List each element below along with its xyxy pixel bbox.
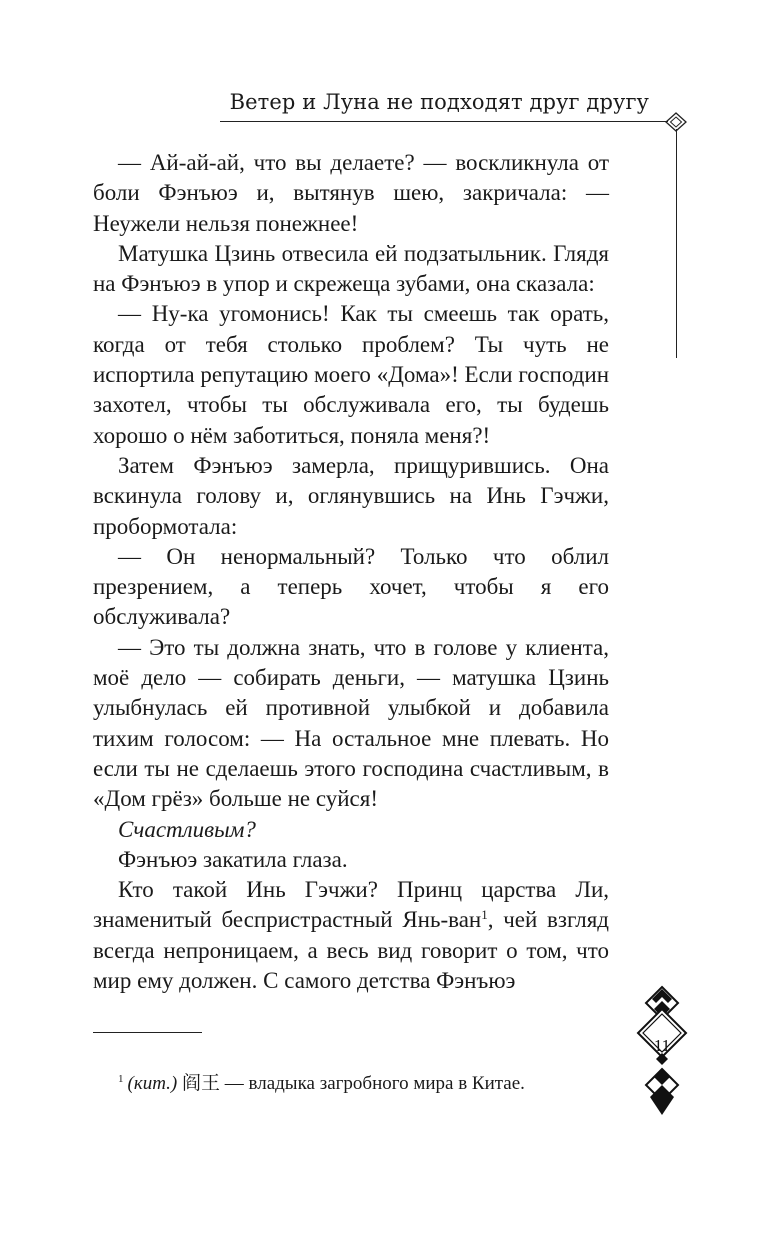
footnote-reference[interactable]: 1	[481, 907, 488, 923]
footnote-mark: 1	[118, 1073, 124, 1085]
paragraph: — Он ненормальный? Только что облил презрением, а теперь хочет, чтобы я его обслуживала?	[93, 543, 609, 630]
side-rule	[676, 129, 677, 358]
body-text	[93, 148, 609, 996]
footnote-language: (кит.)	[127, 1073, 178, 1094]
paragraph-text: , чей взгляд всегда непроницаем, а весь вид говорит о том, что мир ему должен. С самого детства Фэнъюэ	[93, 907, 609, 994]
footnote-rule	[93, 1032, 202, 1033]
paragraph-text: Кто такой Инь Гэчжи? Принц царства Ли, знаменитый беспристрастный Янь-ван	[93, 877, 609, 933]
footnote-text: 阎王 — владыка загробного мира в Китае.	[177, 1073, 525, 1094]
paragraph: Фэнъюэ закатила глаза.	[118, 846, 348, 872]
paragraph: — Ай-ай-ай, что вы делаете? — воскликнула от боли Фэнъюэ и, вытянув шею, закричала: — Неужели нельзя понежнее!	[93, 150, 609, 236]
paragraph-last	[93, 875, 609, 996]
paragraph: — Ну-ка угомонись! Как ты смеешь так орать, когда от тебя столько проблем? Ты чуть не испортила репутацию моего «Дома»! Если господин захотел, чтобы ты обслуживала его, ты будешь хорошо о нём заботиться, поняла меня?!	[93, 301, 609, 448]
header-rule	[220, 121, 668, 122]
paragraph: Матушка Цзинь отвесила ей подзатыльник. Глядя на Фэнъюэ в упор и скрежеща зубами, она сказала:	[93, 240, 609, 297]
paragraph: Затем Фэнъюэ замерла, прищурившись. Она вскинула голову и, оглянувшись на Инь Гэчжи, пробормотала:	[93, 452, 609, 539]
page-number: 11	[653, 1036, 671, 1055]
paragraph-italic: Счастливым?	[118, 816, 256, 842]
paragraph: — Это ты должна знать, что в голове у клиента, моё дело — собирать деньги, — матушка Цзинь улыбнулась ей противной улыбкой и добавила тихим голосом: — На остальное мне плевать. Но если ты не сделаешь этого господина счастливым, в «Дом грёз» больше не суйся!	[93, 634, 609, 812]
footnote	[118, 1068, 618, 1095]
running-header-title: Ветер и Луна не подходят друг другу	[229, 90, 649, 114]
